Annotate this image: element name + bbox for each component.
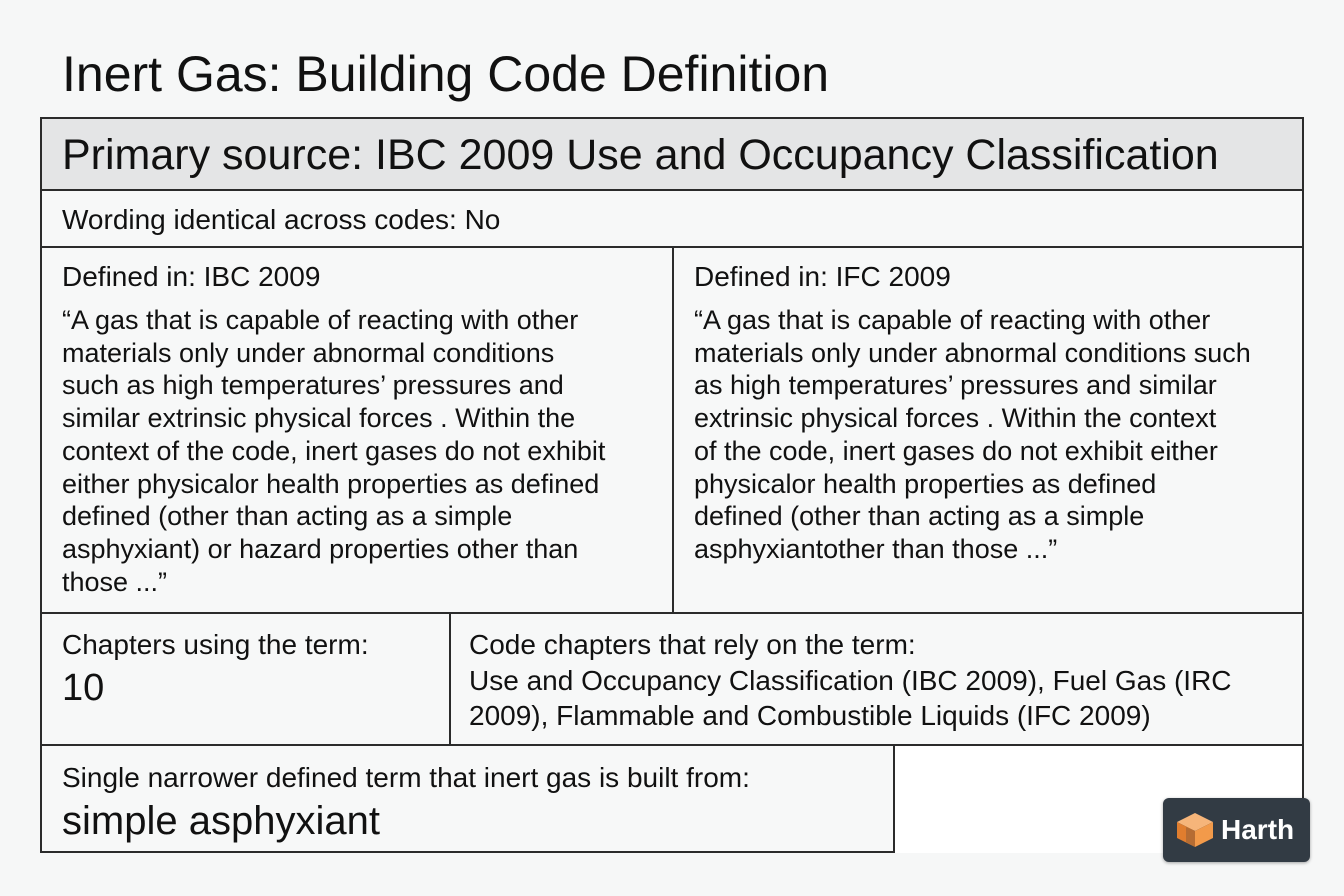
primary-source-text: Primary source: IBC 2009 Use and Occupancy Classification <box>62 131 1219 179</box>
reliance-line: 2009), Flammable and Combustible Liquids (IFC 2009) <box>469 700 1151 731</box>
definition-line: materials only under abnormal conditions <box>62 337 555 368</box>
definition-line: such as high temperatures’ pressures and <box>62 370 564 401</box>
definition-ibc-cell <box>42 248 674 612</box>
definition-ifc-label: Defined in: IFC 2009 <box>694 261 951 292</box>
narrower-term-cell <box>42 746 895 853</box>
reliance-list <box>469 663 1232 733</box>
narrower-term-row <box>42 746 1302 853</box>
definition-line: similar extrinsic physical forces . Within the <box>62 403 576 434</box>
harth-logo <box>1163 798 1310 862</box>
definition-line: “A gas that is capable of reacting with other <box>694 305 1211 335</box>
definition-line: materials only under abnormal conditions such <box>694 337 1251 368</box>
definition-line: of the code, inert gases do not exhibit either <box>694 435 1218 466</box>
definition-line: context of the code, inert gases do not exhibit <box>62 435 606 466</box>
chapters-count-label: Chapters using the term: <box>62 629 369 660</box>
reliance-label: Code chapters that rely on the term: <box>469 629 916 660</box>
reliance-cell <box>451 614 1302 744</box>
chapters-count-value: 10 <box>62 667 105 709</box>
chapters-row <box>42 614 1302 746</box>
wording-identical-text: Wording identical across codes: No <box>62 204 501 235</box>
definition-line: those ...” <box>62 566 168 597</box>
definition-line: asphyxiantother than those ...” <box>694 533 1058 564</box>
definition-ifc-text <box>694 304 1294 566</box>
definition-line: physicalor health properties as defined <box>694 468 1157 499</box>
definition-ibc-label: Defined in: IBC 2009 <box>62 261 321 292</box>
definition-line: asphyxiant) or hazard properties other than <box>62 533 579 564</box>
definition-line: “A gas that is capable of reacting with other <box>62 305 579 335</box>
definition-line: either physicalor health properties as defined <box>62 468 600 499</box>
definition-line: extrinsic physical forces . Within the context <box>694 403 1217 434</box>
definition-card <box>40 117 1304 853</box>
definition-ifc-cell <box>674 248 1302 612</box>
cube-icon <box>1175 811 1215 849</box>
logo-text: Harth <box>1221 814 1295 845</box>
definitions-row <box>42 248 1302 614</box>
chapters-count-cell <box>42 614 451 744</box>
primary-source-header <box>42 119 1302 191</box>
reliance-line: Use and Occupancy Classification (IBC 2009), Fuel Gas (IRC <box>469 665 1232 696</box>
narrower-term-value: simple asphyxiant <box>62 799 380 843</box>
definition-line: defined (other than acting as a simple <box>694 501 1145 532</box>
wording-identical-row <box>42 191 1302 248</box>
page-title: Inert Gas: Building Code Definition <box>62 46 830 102</box>
definition-line: defined (other than acting as a simple <box>62 501 513 532</box>
definition-ibc-text <box>62 304 664 598</box>
narrower-term-label: Single narrower defined term that inert gas is built from: <box>62 762 750 793</box>
definition-line: as high temperaturеѕ’ pressures and similar <box>694 370 1217 401</box>
